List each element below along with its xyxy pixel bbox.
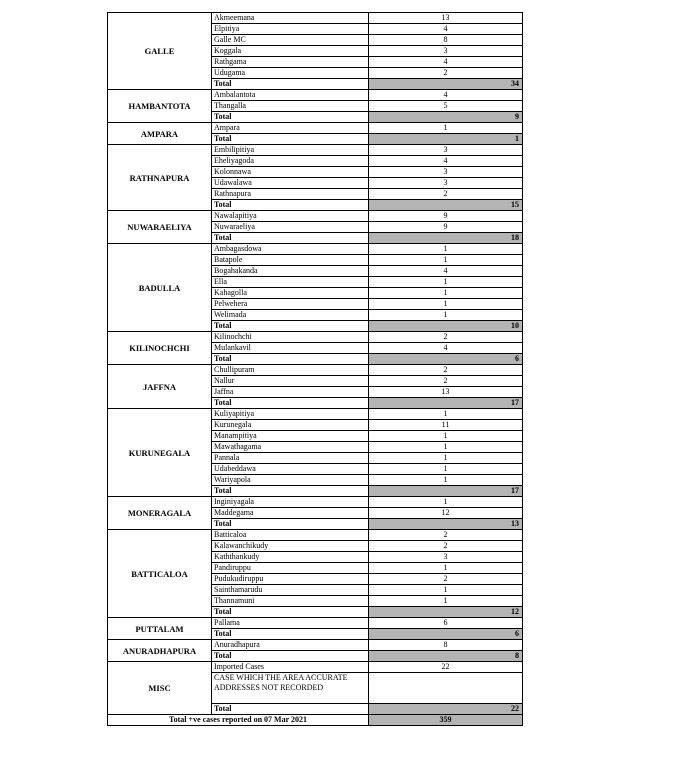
table-row [108,662,523,673]
location-name: Thangalla [212,101,369,112]
case-count [369,673,523,704]
district-name: KURUNEGALA [108,409,212,497]
case-count: 2 [369,530,523,541]
location-name: Ambagasdowa [212,244,369,255]
location-name: Chullipuram [212,365,369,376]
location-name: Galle MC [212,35,369,46]
case-count: 12 [369,508,523,519]
location-name: Koggala [212,46,369,57]
case-count: 3 [369,178,523,189]
location-name: Maddegama [212,508,369,519]
case-count: 1 [369,442,523,453]
case-count: 1 [369,299,523,310]
case-count: 3 [369,167,523,178]
district-total-value: 22 [369,704,523,715]
total-label: Total [212,200,369,211]
location-name: Pallama [212,618,369,629]
location-name: Wariyapola [212,475,369,486]
table-row [108,365,523,376]
case-count: 2 [369,541,523,552]
case-count: 2 [369,68,523,79]
table-row [108,618,523,629]
grand-total-row [108,715,523,726]
district-total-value: 9 [369,112,523,123]
location-name: Jaffna [212,387,369,398]
table-row [108,409,523,420]
case-count: 2 [369,574,523,585]
location-name: Elpitiya [212,24,369,35]
location-name: Akmeemana [212,13,369,24]
case-count: 1 [369,255,523,266]
total-label: Total [212,398,369,409]
table-row [108,332,523,343]
case-count: 1 [369,585,523,596]
location-name: Ampara [212,123,369,134]
total-label: Total [212,607,369,618]
case-count: 1 [369,464,523,475]
district-total-value: 6 [369,629,523,640]
case-count: 4 [369,24,523,35]
location-name: Nuwaraeliya [212,222,369,233]
district-total-value: 6 [369,354,523,365]
location-name: Kahagolla [212,288,369,299]
case-count: 1 [369,409,523,420]
location-name: Kaththankudy [212,552,369,563]
case-count: 6 [369,618,523,629]
location-name: Welimada [212,310,369,321]
district-name: MISC [108,662,212,715]
case-count: 1 [369,497,523,508]
case-count: 1 [369,453,523,464]
total-label: Total [212,233,369,244]
district-name: RATHNAPURA [108,145,212,211]
location-name: Pudukudiruppu [212,574,369,585]
case-count: 1 [369,475,523,486]
location-name: Mulankavil [212,343,369,354]
location-name: Rathnapura [212,189,369,200]
grand-total-label: Total +ve cases reported on 07 Mar 2021 [108,715,369,726]
district-total-value: 8 [369,651,523,662]
case-count: 1 [369,288,523,299]
location-name: Nawalapitiya [212,211,369,222]
district-name: AMPARA [108,123,212,145]
location-name: CASE WHICH THE AREA ACCURATE ADDRESSES NOT RECORDED [212,673,369,704]
location-name: Batapole [212,255,369,266]
case-count: 3 [369,552,523,563]
location-name: Kuliyapitiya [212,409,369,420]
district-total-value: 17 [369,486,523,497]
total-label: Total [212,519,369,530]
table-row [108,530,523,541]
total-label: Total [212,354,369,365]
district-total-value: 17 [369,398,523,409]
district-total-value: 10 [369,321,523,332]
case-count: 4 [369,156,523,167]
location-name: Kolonnawa [212,167,369,178]
location-name: Kurunegala [212,420,369,431]
case-count: 2 [369,365,523,376]
location-name: Pannala [212,453,369,464]
district-name: BATTICALOA [108,530,212,618]
grand-total-value: 359 [369,715,523,726]
location-name: Udugama [212,68,369,79]
covid-cases-table [107,12,523,726]
location-name: Inginiyagala [212,497,369,508]
district-total-value: 12 [369,607,523,618]
table-row [108,211,523,222]
district-name: BADULLA [108,244,212,332]
table-row [108,145,523,156]
location-name: Pandiruppu [212,563,369,574]
case-count: 8 [369,35,523,46]
district-name: PUTTALAM [108,618,212,640]
table-row [108,13,523,24]
case-count: 13 [369,13,523,24]
table-body [108,13,523,726]
case-count: 3 [369,46,523,57]
location-name: Udabeddawa [212,464,369,475]
case-count: 1 [369,431,523,442]
case-count: 1 [369,596,523,607]
district-name: ANURADHAPURA [108,640,212,662]
total-label: Total [212,651,369,662]
table-row [108,244,523,255]
case-count: 2 [369,189,523,200]
case-count: 4 [369,266,523,277]
location-name: Sainthamarudu [212,585,369,596]
location-name: Rathgama [212,57,369,68]
location-name: Pelwehera [212,299,369,310]
case-count: 9 [369,222,523,233]
district-name: NUWARAELIYA [108,211,212,244]
total-label: Total [212,321,369,332]
case-count: 9 [369,211,523,222]
case-count: 1 [369,563,523,574]
total-label: Total [212,134,369,145]
case-count: 11 [369,420,523,431]
location-name: Udawalawa [212,178,369,189]
case-count: 1 [369,123,523,134]
district-name: HAMBANTOTA [108,90,212,123]
location-name: Mawathagama [212,442,369,453]
location-name: Kilinochchi [212,332,369,343]
location-name: Bogahakanda [212,266,369,277]
location-name: Embilipitiya [212,145,369,156]
case-count: 1 [369,310,523,321]
district-total-value: 34 [369,79,523,90]
case-count: 5 [369,101,523,112]
district-name: JAFFNA [108,365,212,409]
case-count: 4 [369,57,523,68]
district-name: KILINOCHCHI [108,332,212,365]
total-label: Total [212,112,369,123]
district-total-value: 18 [369,233,523,244]
total-label: Total [212,629,369,640]
district-total-value: 15 [369,200,523,211]
location-name: Kalawanchikudy [212,541,369,552]
case-count: 1 [369,277,523,288]
location-name: Thannamuni [212,596,369,607]
table-row [108,640,523,651]
location-name: Ambalantota [212,90,369,101]
total-label: Total [212,79,369,90]
total-label: Total [212,486,369,497]
location-name: Imported Cases [212,662,369,673]
case-count: 13 [369,387,523,398]
case-count: 2 [369,376,523,387]
district-total-value: 1 [369,134,523,145]
district-total-value: 13 [369,519,523,530]
table-row [108,90,523,101]
location-name: Batticaloa [212,530,369,541]
table-row [108,497,523,508]
district-name: MONERAGALA [108,497,212,530]
case-count: 2 [369,332,523,343]
district-name: GALLE [108,13,212,90]
case-count: 1 [369,244,523,255]
location-name: Ella [212,277,369,288]
case-count: 22 [369,662,523,673]
case-count: 4 [369,90,523,101]
location-name: Anuradhapura [212,640,369,651]
total-label: Total [212,704,369,715]
case-count: 8 [369,640,523,651]
location-name: Eheliyagoda [212,156,369,167]
location-name: Nallur [212,376,369,387]
case-count: 3 [369,145,523,156]
table-row [108,123,523,134]
location-name: Manampitiya [212,431,369,442]
case-count: 4 [369,343,523,354]
